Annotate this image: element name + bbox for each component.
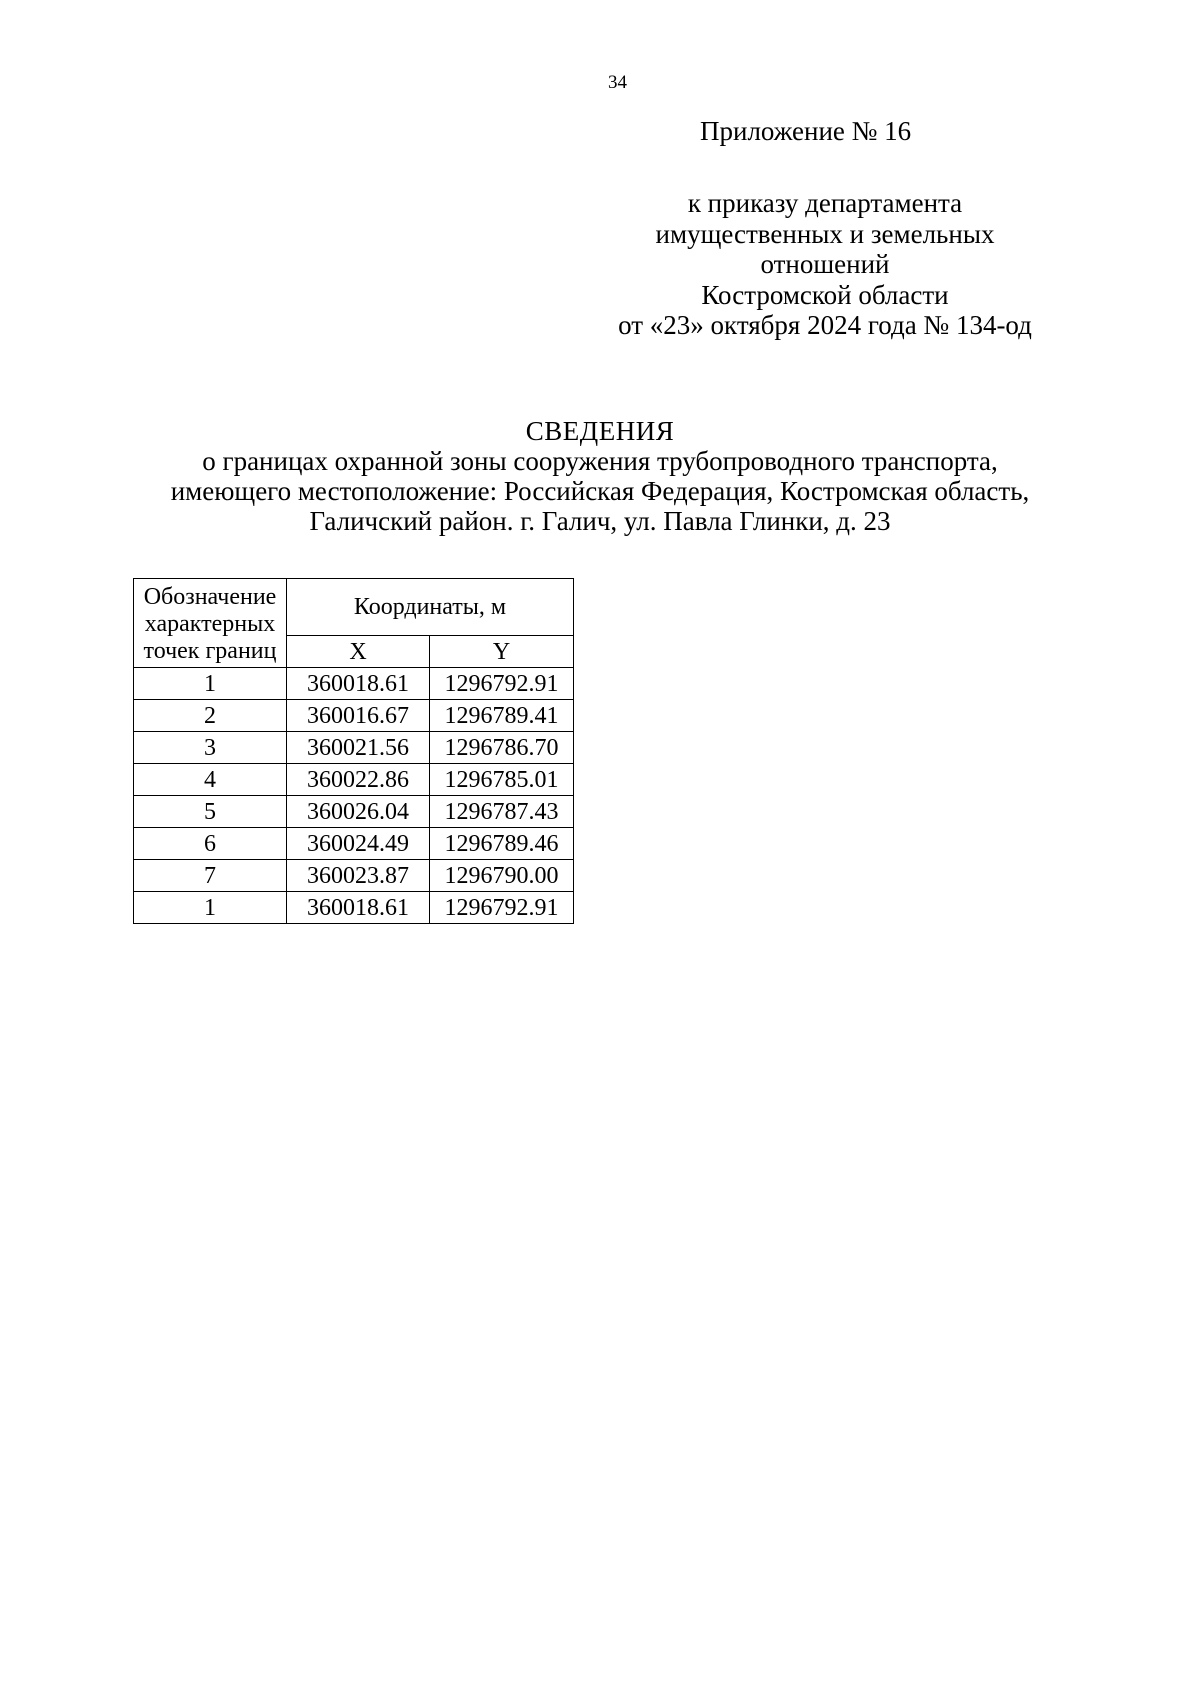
point-cell: 1	[134, 892, 287, 924]
document-heading	[0, 416, 1200, 536]
point-cell: 2	[134, 700, 287, 732]
point-cell: 7	[134, 860, 287, 892]
x-coordinate-cell: 360021.56	[287, 732, 430, 764]
table-row	[134, 796, 574, 828]
heading-title: СВЕДЕНИЯ	[525, 416, 675, 446]
table-row	[134, 892, 574, 924]
x-coordinate-cell: 360018.61	[287, 668, 430, 700]
order-ref-line: имущественных и земельных	[655, 218, 995, 249]
point-column-header: Обозначение характерных точек границ	[134, 579, 287, 668]
y-column-header: Y	[430, 636, 574, 668]
order-ref-line: к приказу департамента	[687, 188, 963, 218]
order-reference	[590, 188, 1060, 341]
order-ref-line: отношений	[760, 249, 890, 279]
table-row	[134, 700, 574, 732]
table-row	[134, 732, 574, 764]
coordinates-column-header: Координаты, м	[287, 579, 574, 636]
point-cell: 6	[134, 828, 287, 860]
heading-line: Галичский район. г. Галич, ул. Павла Глинки, д. 23	[309, 506, 891, 536]
heading-line: о границах охранной зоны сооружения трубопроводного транспорта,	[202, 446, 998, 476]
point-cell: 3	[134, 732, 287, 764]
x-coordinate-cell: 360016.67	[287, 700, 430, 732]
table-row	[134, 828, 574, 860]
appendix-title: Приложение № 16	[700, 116, 912, 146]
table-body	[134, 668, 574, 924]
point-cell: 5	[134, 796, 287, 828]
y-coordinate-cell: 1296789.46	[430, 828, 574, 860]
x-coordinate-cell: 360018.61	[287, 892, 430, 924]
table-row	[134, 764, 574, 796]
heading-line: имеющего местоположение: Российская Федерация, Костромская область,	[170, 476, 1030, 506]
x-coordinate-cell: 360023.87	[287, 860, 430, 892]
y-coordinate-cell: 1296790.00	[430, 860, 574, 892]
coordinates-table	[133, 578, 574, 924]
table-row	[134, 668, 574, 700]
page-number: 34	[608, 72, 627, 93]
order-ref-line: Костромской области	[701, 279, 949, 310]
order-ref-line: от «23» октября 2024 года № 134-од	[618, 310, 1032, 340]
y-coordinate-cell: 1296785.01	[430, 764, 574, 796]
point-cell: 1	[134, 668, 287, 700]
table-header-row	[134, 579, 574, 636]
y-coordinate-cell: 1296789.41	[430, 700, 574, 732]
table-row	[134, 860, 574, 892]
x-coordinate-cell: 360026.04	[287, 796, 430, 828]
y-coordinate-cell: 1296787.43	[430, 796, 574, 828]
point-cell: 4	[134, 764, 287, 796]
y-coordinate-cell: 1296792.91	[430, 668, 574, 700]
y-coordinate-cell: 1296792.91	[430, 892, 574, 924]
y-coordinate-cell: 1296786.70	[430, 732, 574, 764]
x-column-header: X	[287, 636, 430, 668]
x-coordinate-cell: 360022.86	[287, 764, 430, 796]
x-coordinate-cell: 360024.49	[287, 828, 430, 860]
